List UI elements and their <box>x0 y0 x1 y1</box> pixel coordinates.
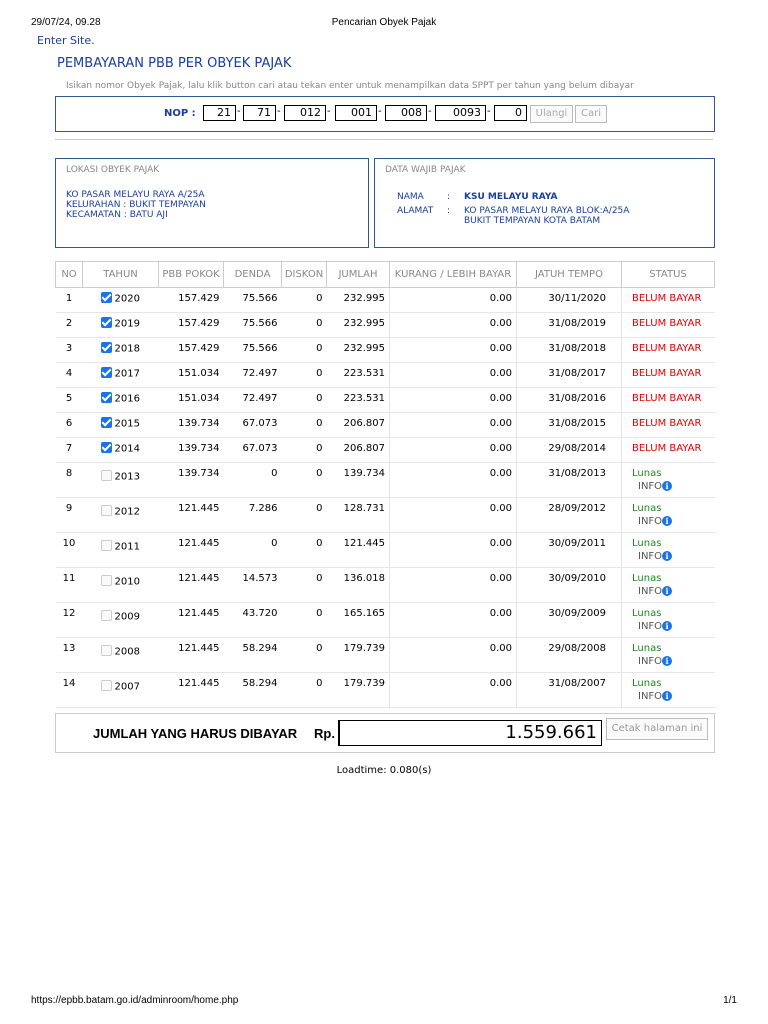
cell-denda: 72.497 <box>224 363 282 388</box>
status-text: Lunas <box>632 643 662 654</box>
status-text: BELUM BAYAR <box>632 293 702 304</box>
cell-jumlah: 179.739 <box>327 638 390 673</box>
cell-jatuh-tempo: 30/11/2020 <box>517 288 622 313</box>
header-jatuh-tempo: JATUH TEMPO <box>517 262 622 288</box>
info-link[interactable]: INFO <box>638 586 663 597</box>
info-circle-icon[interactable]: i <box>662 481 672 491</box>
colon: : <box>447 192 451 202</box>
cell-jumlah: 121.445 <box>327 533 390 568</box>
cell-kurang-lebih: 0.00 <box>390 603 517 638</box>
status-text: Lunas <box>632 538 662 549</box>
nop-separator: - <box>277 106 281 117</box>
cell-pbb-pokok: 151.034 <box>159 363 224 388</box>
table-header-row <box>56 262 715 288</box>
cell-pbb-pokok: 121.445 <box>159 498 224 533</box>
cell-no: 9 <box>56 498 83 533</box>
cell-status <box>622 313 715 338</box>
page-url: https://epbb.batam.go.id/adminroom/home.php <box>31 995 239 1006</box>
tahun-label: 2015 <box>114 418 140 430</box>
cell-status <box>622 463 715 498</box>
header-no: NO <box>56 262 83 288</box>
cell-pbb-pokok: 157.429 <box>159 313 224 338</box>
cell-pbb-pokok: 157.429 <box>159 338 224 363</box>
cell-denda: 14.573 <box>224 568 282 603</box>
table-row <box>56 388 715 413</box>
cell-jatuh-tempo: 31/08/2019 <box>517 313 622 338</box>
tahun-label: 2012 <box>114 506 140 518</box>
cell-denda: 67.073 <box>224 438 282 463</box>
alamat-line-2: BUKIT TEMPAYAN KOTA BATAM <box>464 216 601 226</box>
info-circle-icon[interactable]: i <box>662 656 672 666</box>
cell-kurang-lebih: 0.00 <box>390 413 517 438</box>
cell-jumlah: 139.734 <box>327 463 390 498</box>
cell-pbb-pokok: 121.445 <box>159 568 224 603</box>
cell-pbb-pokok: 121.445 <box>159 603 224 638</box>
nop-separator: - <box>237 106 241 117</box>
header-pbb-pokok: PBB POKOK <box>159 262 224 288</box>
cell-pbb-pokok: 121.445 <box>159 638 224 673</box>
tahun-label: 2020 <box>114 293 140 305</box>
nop-field-7[interactable]: 0 <box>494 105 527 121</box>
cell-pbb-pokok: 121.445 <box>159 673 224 708</box>
cell-kurang-lebih: 0.00 <box>390 463 517 498</box>
enter-site-link[interactable]: Enter Site. <box>37 34 95 47</box>
cell-jumlah: 128.731 <box>327 498 390 533</box>
cell-pbb-pokok: 139.734 <box>159 413 224 438</box>
cell-pbb-pokok: 139.734 <box>159 463 224 498</box>
info-link-wrap[interactable] <box>632 621 711 632</box>
alamat-line-1: KO PASAR MELAYU RAYA BLOK:A/25A <box>464 206 630 216</box>
info-link-wrap[interactable] <box>632 516 711 527</box>
info-link-wrap[interactable] <box>632 656 711 667</box>
cell-denda: 75.566 <box>224 313 282 338</box>
status-text: BELUM BAYAR <box>632 318 702 329</box>
cell-no: 3 <box>56 338 83 363</box>
cell-denda: 0 <box>224 463 282 498</box>
nop-separator: - <box>378 106 382 117</box>
info-link[interactable]: INFO <box>638 481 663 492</box>
cell-denda: 7.286 <box>224 498 282 533</box>
header-jumlah: JUMLAH <box>327 262 390 288</box>
cell-denda: 0 <box>224 533 282 568</box>
total-amount-field: 1.559.661 <box>338 720 602 746</box>
table-row <box>56 313 715 338</box>
cell-jumlah: 232.995 <box>327 288 390 313</box>
tahun-label: 2019 <box>114 318 140 330</box>
cell-kurang-lebih: 0.00 <box>390 438 517 463</box>
info-link-wrap[interactable] <box>632 691 711 702</box>
info-link-wrap[interactable] <box>632 481 711 492</box>
table-row <box>56 603 715 638</box>
cell-status <box>622 438 715 463</box>
divider <box>55 139 713 140</box>
print-page-button[interactable]: Cetak halaman ini <box>606 718 708 740</box>
cell-tahun <box>83 533 159 568</box>
checkbox-checked-icon[interactable] <box>101 392 112 403</box>
cell-kurang-lebih: 0.00 <box>390 638 517 673</box>
status-text: Lunas <box>632 573 662 584</box>
cell-denda: 43.720 <box>224 603 282 638</box>
cell-diskon: 0 <box>282 313 327 338</box>
cell-kurang-lebih: 0.00 <box>390 363 517 388</box>
cell-no: 6 <box>56 413 83 438</box>
cell-status <box>622 413 715 438</box>
checkbox-checked-icon[interactable] <box>101 442 112 453</box>
cell-no: 10 <box>56 533 83 568</box>
status-text: BELUM BAYAR <box>632 443 702 454</box>
cell-kurang-lebih: 0.00 <box>390 533 517 568</box>
alamat-label: ALAMAT <box>397 206 434 216</box>
cell-status <box>622 498 715 533</box>
nop-field-2[interactable]: 71 <box>243 105 276 121</box>
cell-no: 2 <box>56 313 83 338</box>
info-link[interactable]: INFO <box>638 516 663 527</box>
cell-diskon: 0 <box>282 438 327 463</box>
cell-jumlah: 179.739 <box>327 673 390 708</box>
info-circle-icon[interactable]: i <box>662 586 672 596</box>
cell-pbb-pokok: 139.734 <box>159 438 224 463</box>
nop-field-5[interactable]: 008 <box>385 105 427 121</box>
nop-separator: - <box>327 106 331 117</box>
sppt-table <box>55 261 715 708</box>
header-denda: DENDA <box>224 262 282 288</box>
cell-tahun <box>83 603 159 638</box>
cell-jatuh-tempo: 31/08/2016 <box>517 388 622 413</box>
cell-diskon: 0 <box>282 498 327 533</box>
header-tahun: TAHUN <box>83 262 159 288</box>
cell-jumlah: 206.807 <box>327 413 390 438</box>
cell-no: 5 <box>56 388 83 413</box>
cell-tahun <box>83 338 159 363</box>
cell-kurang-lebih: 0.00 <box>390 673 517 708</box>
status-text: BELUM BAYAR <box>632 343 702 354</box>
nop-field-1[interactable]: 21 <box>203 105 236 121</box>
cell-jatuh-tempo: 31/08/2013 <box>517 463 622 498</box>
info-link-wrap[interactable] <box>632 586 711 597</box>
nama-value: KSU MELAYU RAYA <box>464 192 558 202</box>
info-link[interactable]: INFO <box>638 691 663 702</box>
checkbox-checked-icon[interactable] <box>101 367 112 378</box>
wajib-pajak-caption: DATA WAJIB PAJAK <box>385 165 466 175</box>
status-text: BELUM BAYAR <box>632 368 702 379</box>
cell-tahun <box>83 413 159 438</box>
cell-no: 13 <box>56 638 83 673</box>
tahun-label: 2009 <box>114 611 140 623</box>
status-text: Lunas <box>632 468 662 479</box>
nop-field-3[interactable]: 012 <box>284 105 326 121</box>
cell-tahun <box>83 638 159 673</box>
info-link[interactable]: INFO <box>638 656 663 667</box>
page-title: PEMBAYARAN PBB PER OBYEK PAJAK <box>57 56 292 71</box>
colon: : <box>447 206 451 216</box>
cell-denda: 72.497 <box>224 388 282 413</box>
cell-jatuh-tempo: 31/08/2018 <box>517 338 622 363</box>
cell-status <box>622 288 715 313</box>
checkbox-unchecked-icon[interactable] <box>101 610 112 621</box>
lokasi-line: KECAMATAN : BATU AJI <box>66 210 168 220</box>
cell-jatuh-tempo: 29/08/2014 <box>517 438 622 463</box>
cell-jumlah: 206.807 <box>327 438 390 463</box>
nop-label: NOP : <box>164 108 196 119</box>
cell-status <box>622 533 715 568</box>
checkbox-unchecked-icon[interactable] <box>101 680 112 691</box>
wajib-pajak-panel <box>374 158 715 248</box>
print-datetime: 29/07/24, 09.28 <box>31 17 101 28</box>
cell-status <box>622 568 715 603</box>
tahun-label: 2017 <box>114 368 140 380</box>
cell-diskon: 0 <box>282 338 327 363</box>
cell-no: 7 <box>56 438 83 463</box>
checkbox-checked-icon[interactable] <box>101 292 112 303</box>
cell-jumlah: 223.531 <box>327 388 390 413</box>
lokasi-address <box>66 190 206 220</box>
cell-no: 4 <box>56 363 83 388</box>
status-text: Lunas <box>632 608 662 619</box>
total-panel <box>55 713 715 753</box>
table-row <box>56 363 715 388</box>
lokasi-caption: LOKASI OBYEK PAJAK <box>66 165 160 175</box>
page-number: 1/1 <box>723 995 737 1006</box>
table-row <box>56 288 715 313</box>
cell-status <box>622 673 715 708</box>
cell-jumlah: 136.018 <box>327 568 390 603</box>
cell-jumlah: 165.165 <box>327 603 390 638</box>
cell-kurang-lebih: 0.00 <box>390 338 517 363</box>
info-link-wrap[interactable] <box>632 551 711 562</box>
cell-jumlah: 232.995 <box>327 338 390 363</box>
info-circle-icon[interactable]: i <box>662 551 672 561</box>
lokasi-panel <box>55 158 369 248</box>
info-circle-icon[interactable]: i <box>662 691 672 701</box>
cell-kurang-lebih: 0.00 <box>390 288 517 313</box>
cell-pbb-pokok: 151.034 <box>159 388 224 413</box>
checkbox-unchecked-icon[interactable] <box>101 575 112 586</box>
cell-no: 14 <box>56 673 83 708</box>
nop-search-panel <box>55 96 715 132</box>
table-row <box>56 498 715 533</box>
table-row <box>56 533 715 568</box>
cell-jatuh-tempo: 30/09/2010 <box>517 568 622 603</box>
cell-denda: 58.294 <box>224 673 282 708</box>
cell-diskon: 0 <box>282 603 327 638</box>
cell-denda: 67.073 <box>224 413 282 438</box>
tahun-label: 2018 <box>114 343 140 355</box>
info-link[interactable]: INFO <box>638 621 663 632</box>
lokasi-line: KELURAHAN : BUKIT TEMPAYAN <box>66 200 206 210</box>
tahun-label: 2008 <box>114 646 140 658</box>
cell-kurang-lebih: 0.00 <box>390 498 517 533</box>
table-row <box>56 673 715 708</box>
checkbox-unchecked-icon[interactable] <box>101 540 112 551</box>
tahun-label: 2011 <box>114 541 140 553</box>
table-row <box>56 438 715 463</box>
cell-kurang-lebih: 0.00 <box>390 313 517 338</box>
print-title: Pencarian Obyek Pajak <box>331 17 437 28</box>
cell-diskon: 0 <box>282 363 327 388</box>
currency-label: Rp. <box>314 726 335 741</box>
cell-diskon: 0 <box>282 388 327 413</box>
cell-diskon: 0 <box>282 463 327 498</box>
cell-jumlah: 232.995 <box>327 313 390 338</box>
search-button[interactable]: Cari <box>575 105 607 123</box>
cell-tahun <box>83 673 159 708</box>
header-status: STATUS <box>622 262 715 288</box>
cell-diskon: 0 <box>282 673 327 708</box>
loadtime-text: Loadtime: 0.080(s) <box>336 765 432 776</box>
cell-jatuh-tempo: 29/08/2008 <box>517 638 622 673</box>
cell-diskon: 0 <box>282 288 327 313</box>
header-diskon: DISKON <box>282 262 327 288</box>
info-link[interactable]: INFO <box>638 551 663 562</box>
cell-pbb-pokok: 121.445 <box>159 533 224 568</box>
total-label: JUMLAH YANG HARUS DIBAYAR <box>93 726 298 741</box>
nop-field-4[interactable]: 001 <box>335 105 377 121</box>
checkbox-checked-icon[interactable] <box>101 317 112 328</box>
cell-jumlah: 223.531 <box>327 363 390 388</box>
cell-denda: 75.566 <box>224 338 282 363</box>
cell-diskon: 0 <box>282 568 327 603</box>
cell-no: 1 <box>56 288 83 313</box>
nop-separator: - <box>428 106 432 117</box>
cell-status <box>622 603 715 638</box>
cell-jatuh-tempo: 28/09/2012 <box>517 498 622 533</box>
header-kurang-lebih: KURANG / LEBIH BAYAR <box>390 262 517 288</box>
cell-status <box>622 363 715 388</box>
cell-jatuh-tempo: 31/08/2007 <box>517 673 622 708</box>
cell-diskon: 0 <box>282 413 327 438</box>
nop-separator: - <box>487 106 491 117</box>
checkbox-unchecked-icon[interactable] <box>101 470 112 481</box>
cell-tahun <box>83 363 159 388</box>
cell-tahun <box>83 568 159 603</box>
cell-tahun <box>83 313 159 338</box>
reset-button[interactable]: Ulangi <box>530 105 573 123</box>
cell-tahun <box>83 498 159 533</box>
status-text: BELUM BAYAR <box>632 393 702 404</box>
status-text: Lunas <box>632 678 662 689</box>
checkbox-unchecked-icon[interactable] <box>101 505 112 516</box>
lokasi-line: KO PASAR MELAYU RAYA A/25A <box>66 190 205 200</box>
tahun-label: 2016 <box>114 393 140 405</box>
cell-no: 8 <box>56 463 83 498</box>
cell-jatuh-tempo: 31/08/2015 <box>517 413 622 438</box>
cell-status <box>622 388 715 413</box>
cell-status <box>622 338 715 363</box>
instruction-text: Isikan nomor Obyek Pajak, lalu klik button cari atau tekan enter untuk menampilkan data SPPT per tahun yang belum dibayar <box>66 81 634 91</box>
table-row <box>56 413 715 438</box>
cell-tahun <box>83 388 159 413</box>
cell-pbb-pokok: 157.429 <box>159 288 224 313</box>
cell-tahun <box>83 288 159 313</box>
cell-no: 11 <box>56 568 83 603</box>
checkbox-unchecked-icon[interactable] <box>101 645 112 656</box>
table-row <box>56 338 715 363</box>
cell-denda: 75.566 <box>224 288 282 313</box>
cell-tahun <box>83 438 159 463</box>
cell-diskon: 0 <box>282 533 327 568</box>
info-circle-icon[interactable]: i <box>662 621 672 631</box>
table-row <box>56 463 715 498</box>
cell-diskon: 0 <box>282 638 327 673</box>
status-text: Lunas <box>632 503 662 514</box>
tahun-label: 2013 <box>114 471 140 483</box>
checkbox-checked-icon[interactable] <box>101 342 112 353</box>
cell-denda: 58.294 <box>224 638 282 673</box>
cell-tahun <box>83 463 159 498</box>
cell-kurang-lebih: 0.00 <box>390 568 517 603</box>
cell-jatuh-tempo: 30/09/2011 <box>517 533 622 568</box>
cell-jatuh-tempo: 30/09/2009 <box>517 603 622 638</box>
tahun-label: 2014 <box>114 443 140 455</box>
status-text: BELUM BAYAR <box>632 418 702 429</box>
cell-no: 12 <box>56 603 83 638</box>
cell-kurang-lebih: 0.00 <box>390 388 517 413</box>
tahun-label: 2007 <box>114 681 140 693</box>
table-row <box>56 638 715 673</box>
cell-status <box>622 638 715 673</box>
nama-label: NAMA <box>397 192 424 202</box>
cell-jatuh-tempo: 31/08/2017 <box>517 363 622 388</box>
tahun-label: 2010 <box>114 576 140 588</box>
nop-field-6[interactable]: 0093 <box>435 105 486 121</box>
info-circle-icon[interactable]: i <box>662 516 672 526</box>
table-row <box>56 568 715 603</box>
checkbox-checked-icon[interactable] <box>101 417 112 428</box>
